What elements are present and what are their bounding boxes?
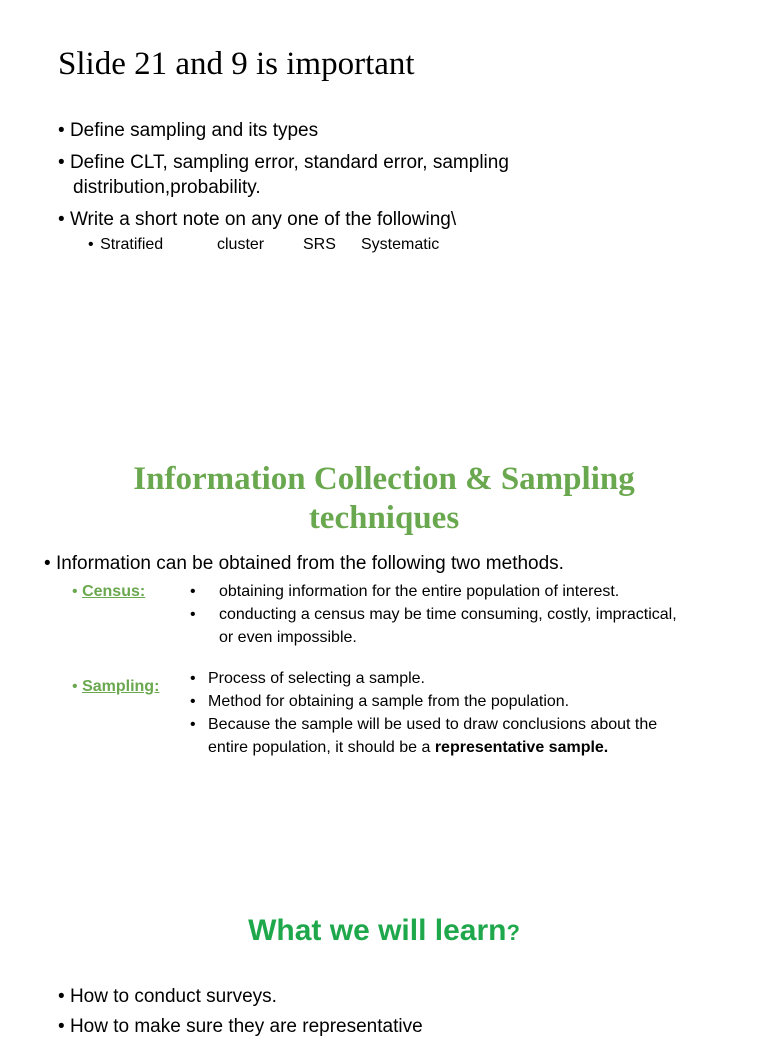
slide3-title-text: What we will learn bbox=[248, 914, 507, 947]
bullet-text: How to conduct surveys. bbox=[69, 986, 277, 1007]
bullet-dot: • bbox=[190, 583, 196, 600]
bullet-dot: • bbox=[190, 670, 196, 687]
sampling-label bbox=[72, 675, 159, 698]
slide1-bullet-2 bbox=[58, 150, 509, 175]
subitem-stratified: Stratified bbox=[100, 236, 164, 253]
point-text: Because the sample will be used to draw conclusions about the bbox=[208, 716, 658, 733]
census-label bbox=[72, 580, 145, 603]
subitem-srs: SRS bbox=[303, 236, 336, 253]
point-text: entire population, it should be a bbox=[208, 739, 435, 756]
sampling-point-3-cont bbox=[208, 736, 608, 759]
slide3-bullet-1 bbox=[58, 984, 277, 1009]
slide2-intro bbox=[44, 551, 564, 576]
bullet-text: Write a short note on any one of the following\ bbox=[69, 209, 457, 230]
slide3-bullet-2 bbox=[58, 1014, 423, 1039]
slide1-subitems bbox=[88, 234, 440, 256]
census-point-2 bbox=[190, 603, 677, 626]
bullet-dot: • bbox=[58, 986, 65, 1007]
bullet-dot: • bbox=[58, 1016, 65, 1037]
sampling-label-text: Sampling: bbox=[82, 678, 160, 695]
slide1-bullet-1 bbox=[58, 118, 318, 143]
subitem-cluster: cluster bbox=[217, 236, 265, 253]
point-text: conducting a census may be time consuming, costly, impractical, bbox=[219, 606, 677, 623]
bullet-dot: • bbox=[190, 716, 196, 733]
slide1-bullet-2-cont: distribution,probability. bbox=[73, 177, 261, 198]
bullet-dot: • bbox=[72, 583, 78, 600]
bullet-dot: • bbox=[72, 678, 78, 695]
representative-sample-bold: representative sample. bbox=[434, 739, 609, 756]
census-point-2-cont: or even impossible. bbox=[219, 629, 357, 646]
slide2-title-line2: techniques bbox=[308, 500, 460, 536]
bullet-text: Define sampling and its types bbox=[69, 120, 319, 141]
sampling-point-3 bbox=[190, 713, 658, 736]
slide2-title-line1: Information Collection & Sampling bbox=[133, 461, 635, 497]
intro-text: Information can be obtained from the following two methods. bbox=[55, 553, 564, 574]
point-text: Process of selecting a sample. bbox=[208, 670, 425, 687]
bullet-dot: • bbox=[58, 120, 65, 141]
census-label-text: Census: bbox=[82, 583, 146, 600]
bullet-dot: • bbox=[190, 693, 196, 710]
slide1-title: Slide 21 and 9 is important bbox=[58, 46, 415, 82]
bullet-dot: • bbox=[58, 209, 65, 230]
bullet-dot: • bbox=[58, 152, 65, 173]
bullet-dot: • bbox=[44, 553, 51, 574]
sampling-point-1 bbox=[190, 667, 425, 690]
point-text: obtaining information for the entire population of interest. bbox=[219, 583, 620, 600]
point-text: Method for obtaining a sample from the population. bbox=[208, 693, 570, 710]
census-point-1 bbox=[190, 580, 620, 603]
bullet-dot: • bbox=[88, 236, 94, 253]
bullet-dot: • bbox=[190, 606, 196, 623]
bullet-text: Define CLT, sampling error, standard error, sampling bbox=[69, 152, 509, 173]
slide3-title bbox=[0, 912, 768, 952]
subitem-systematic: Systematic bbox=[361, 236, 440, 253]
bullet-text: How to make sure they are representative bbox=[69, 1016, 423, 1037]
sampling-point-2 bbox=[190, 690, 570, 713]
slide1-bullet-3 bbox=[58, 207, 456, 232]
slide3-title-qmark: ? bbox=[506, 920, 520, 945]
